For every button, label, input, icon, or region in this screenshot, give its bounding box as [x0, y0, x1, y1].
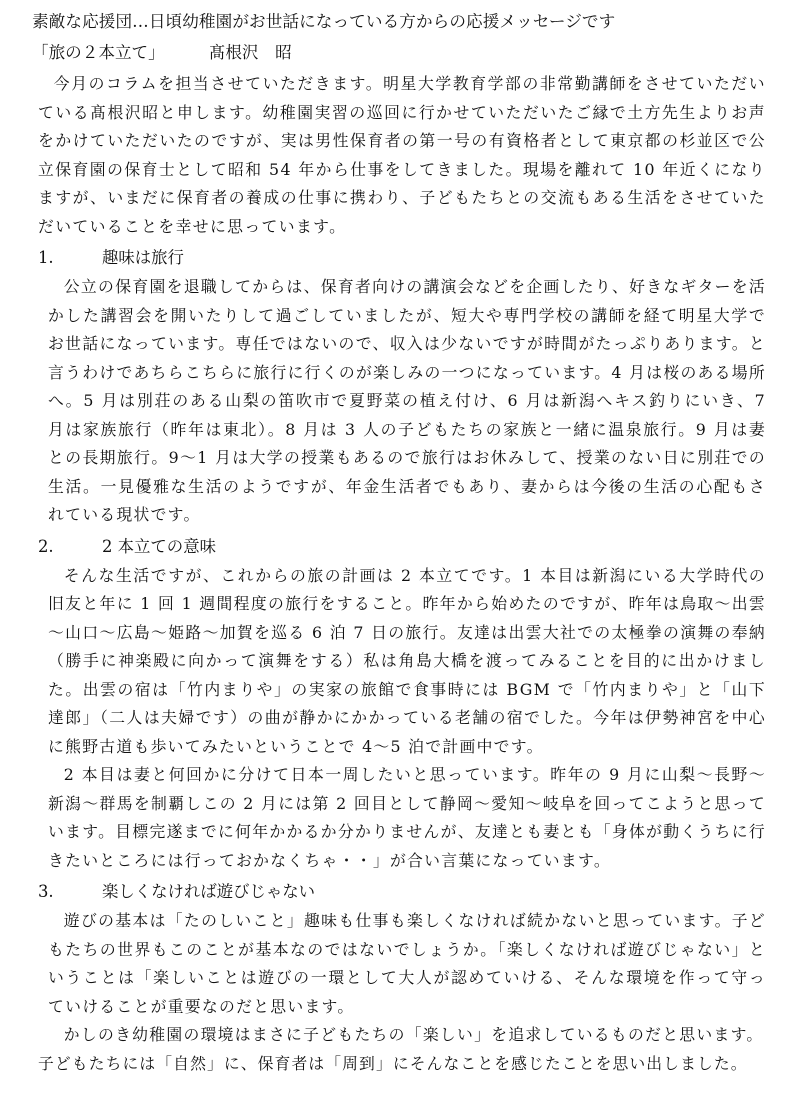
section-paragraph: かしのき幼稚園の環境はまさに子どもたちの「楽しい」を追求しているものだと思います。 — [63, 1025, 764, 1044]
intro-paragraph: 今月のコラムを担当させていただきます。明星大学教育学部の非常勤講師をさせていただいている髙根沢昭と申します。幼稚園実習の巡回に行かせていただいたご縁で土方先生よりお声をかけていただいたのですが、実は男性保育者の第一号の有資格者として東京都の杉並区で公立保育園の保育士として昭和 54 年から仕事をしてきました。現場を離れて 10 年近くになりますが、いまだに保育者の養成の仕事に携わり、子どもたちとの交流もある生活をさせていただいていることを幸せに思っています。 — [38, 74, 766, 236]
section-paragraph: 遊びの基本は「たのしいこと」趣味も仕事も楽しくなければ続かないと思っています。子どもたちの世界もこのことが基本なのではないでしょうか。「楽しくなければ遊びじゃない」ということは「楽しいことは遊びの一環として大人が認めていける、そんな環境を作って守っていけることが重要なのだと思います。 — [48, 911, 766, 1016]
section-number: 2. — [38, 536, 54, 556]
section-title: 2 本立ての意味 — [102, 536, 216, 556]
section-heading — [38, 532, 766, 562]
closing-line: 子どもたちには「自然」に、保育者は「周到」にそんなことを感じたことを思い出しました。 — [38, 1053, 748, 1073]
section-paragraph: 2 本目は妻と何回かに分けて日本一周したいと思っています。昨年の 9 月に山梨～長野～新潟～群馬を制覇しこの 2 月には第 2 回目として静岡～愛知～岐阜を回ってこようと思っています。目標完遂までに何年かかるか分かりませんが、友達とも妻とも「身体が動くうちに行きたいところには行っておかなくちゃ・・」が合い言葉になっています。 — [48, 765, 766, 870]
section-body — [38, 562, 766, 876]
section-number: 3. — [38, 882, 54, 901]
author-name: 髙根沢 昭 — [208, 43, 292, 62]
section-paragraph: 公立の保育園を退職してからは、保育者向けの講演会などを企画したり、好きなギターを活かした講習会を開いたりして過ごしていましたが、短大や専門学校の講師を経て明星大学でお世話になっています。専任ではないので、収入は少ないですが時間がたっぷりあります。と言うわけであちらこちらに旅行に行くのが楽しみの一つになっています。4 月は桜のある場所へ。5 月は別荘のある山梨の笛吹市で夏野菜の植え付け、6 月は新潟へキス釣りにいき、7 月は家族旅行（昨年は東北）。8 月は 3 人の子どもたちの家族と一緒に温泉旅行。9 月は妻との長期旅行。9～1 月は大学の授業もあるので旅行はお休みして、授業のない日に別荘での生活。一見優雅な生活のようですが、年金生活者でもあり、妻からは今後の生活の心配もされている現状です。 — [48, 277, 766, 524]
section-title: 楽しくなければ遊びじゃない — [102, 882, 316, 901]
section-body — [38, 273, 766, 530]
section-heading — [38, 243, 766, 273]
column-title: 「旅の２本立て」 — [32, 43, 165, 62]
column-title-line — [32, 36, 766, 70]
section-number: 1. — [38, 248, 54, 267]
page-heading: 素敵な応援団…日頃幼稚園がお世話になっている方からの応援メッセージです — [32, 12, 616, 31]
section-paragraph: そんな生活ですが、これからの旅の計画は 2 本立てです。1 本目は新潟にいる大学時代の旧友と年に 1 回 1 週間程度の旅行をすること。昨年から始めたのですが、昨年は鳥取～出雲～山口～広島～姫路～加賀を巡る 6 泊 7 日の旅行。友達は出雲大社での太極拳の演舞の奉納（勝手に神楽殿に向かって演舞をする）私は角島大橋を渡ってみることを目的に出かけました。出雲の宿は「竹内まりや」の実家の旅館で食事時には BGM で「竹内まりや」と「山下達郎」（二人は夫婦です）の曲が静かにかかっている老舗の宿でした。今年は伊勢神宮を中心に熊野古道も歩いてみたいということで 4～5 泊で計画中です。 — [48, 565, 766, 756]
section-heading — [38, 877, 766, 907]
section-body — [38, 907, 766, 1050]
section-title: 趣味は旅行 — [102, 248, 184, 267]
